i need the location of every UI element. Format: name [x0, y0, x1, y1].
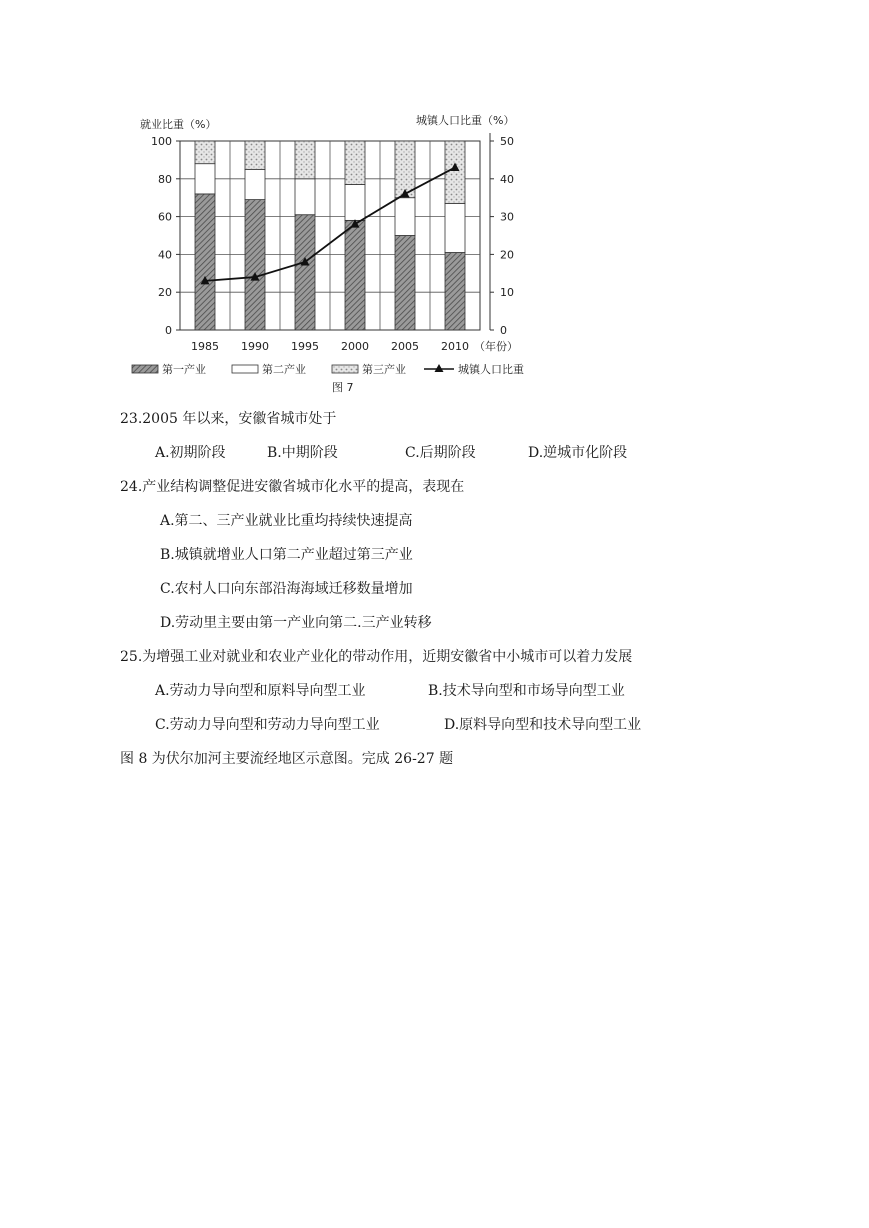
right-tick-label: 20: [500, 248, 514, 262]
chart-svg: [120, 108, 570, 398]
bar-secondary-industry: [345, 184, 365, 220]
question-25-stem: 25.为增强工业对就业和农业产业化的带动作用，近期安徽省中小城市可以着力发展: [120, 649, 633, 665]
legend-triangle-icon: [435, 364, 444, 372]
question-23-option-c: C.后期阶段: [405, 445, 476, 461]
bar-secondary-industry: [445, 203, 465, 252]
bar-secondary-industry: [295, 179, 315, 215]
question-25-option-d: D.原料导向型和技术导向型工业: [444, 717, 642, 733]
legend-swatch-tertiary: [332, 365, 358, 373]
x-tick-label: 2010: [441, 340, 469, 353]
x-tick-label: 2000: [341, 340, 369, 353]
left-tick-label: 20: [158, 286, 172, 300]
bar-tertiary-industry: [195, 141, 215, 164]
chart-gridlines: [180, 141, 480, 330]
bar-tertiary-industry: [245, 141, 265, 169]
question-25-option-b: B.技术导向型和市场导向型工业: [428, 683, 625, 699]
question-25-option-c: C.劳动力导向型和劳动力导向型工业: [155, 717, 380, 733]
x-axis-title: （年份）: [474, 340, 518, 353]
figure-caption: 图 7: [332, 381, 354, 394]
x-tick-label: 1985: [191, 340, 219, 353]
question-23-option-b: B.中期阶段: [267, 445, 338, 461]
bar-primary-industry: [245, 200, 265, 330]
bar-tertiary-industry: [345, 141, 365, 184]
x-tick-label: 1990: [241, 340, 269, 353]
question-23-option-a: A.初期阶段: [155, 445, 226, 461]
question-24-stem: 24.产业结构调整促进安徽省城市化水平的提高，表现在: [120, 479, 465, 495]
question-24-option-b: B.城镇就增业人口第二产业超过第三产业: [160, 547, 413, 563]
bar-secondary-industry: [245, 169, 265, 199]
right-axis-title: 城镇人口比重（%）: [416, 114, 515, 127]
legend-swatch-primary: [132, 365, 158, 373]
x-tick-label: 1995: [291, 340, 319, 353]
legend-label-urban: 城镇人口比重: [458, 363, 524, 376]
legend-label-primary: 第一产业: [162, 363, 206, 376]
legend-label-tertiary: 第三产业: [362, 363, 406, 376]
left-tick-label: 80: [158, 172, 172, 186]
right-tick-label: 0: [500, 324, 507, 337]
bar-tertiary-industry: [445, 141, 465, 203]
legend-label-secondary: 第二产业: [262, 363, 306, 376]
bar-primary-industry: [445, 253, 465, 330]
right-tick-label: 40: [500, 172, 514, 186]
question-24-option-c: C.农村人口向东部沿海海域迁移数量增加: [160, 581, 413, 597]
bar-primary-industry: [395, 236, 415, 331]
figure-8-intro: 图 8 为伏尔加河主要流经地区示意图。完成 26-27 题: [120, 751, 454, 767]
question-24-option-a: A.第二、三产业就业比重均持续快速提高: [160, 513, 413, 529]
right-tick-label: 10: [500, 286, 514, 300]
question-23-stem: 23.2005 年以来，安徽省城市处于: [120, 411, 337, 427]
right-tick-label: 30: [500, 210, 514, 224]
bar-primary-industry: [295, 215, 315, 330]
chart-legend: [132, 362, 524, 376]
bar-primary-industry: [195, 194, 215, 330]
bar-primary-industry: [345, 220, 365, 330]
left-axis-title: 就业比重（%）: [140, 118, 217, 131]
bar-tertiary-industry: [295, 141, 315, 179]
employment-urbanization-chart: [120, 108, 570, 398]
left-tick-label: 0: [165, 324, 172, 337]
left-tick-label: 100: [151, 135, 172, 148]
bar-secondary-industry: [395, 198, 415, 236]
left-tick-label: 60: [158, 210, 172, 224]
question-23-option-d: D.逆城市化阶段: [528, 445, 628, 461]
legend-swatch-secondary: [232, 365, 258, 373]
left-tick-label: 40: [158, 248, 172, 262]
question-24-option-d: D.劳动里主要由第一产业向第二.三产业转移: [160, 615, 432, 631]
right-tick-label: 50: [500, 135, 514, 148]
question-25-option-a: A.劳动力导向型和原料导向型工业: [155, 683, 366, 699]
x-tick-label: 2005: [391, 340, 419, 353]
bar-secondary-industry: [195, 164, 215, 194]
